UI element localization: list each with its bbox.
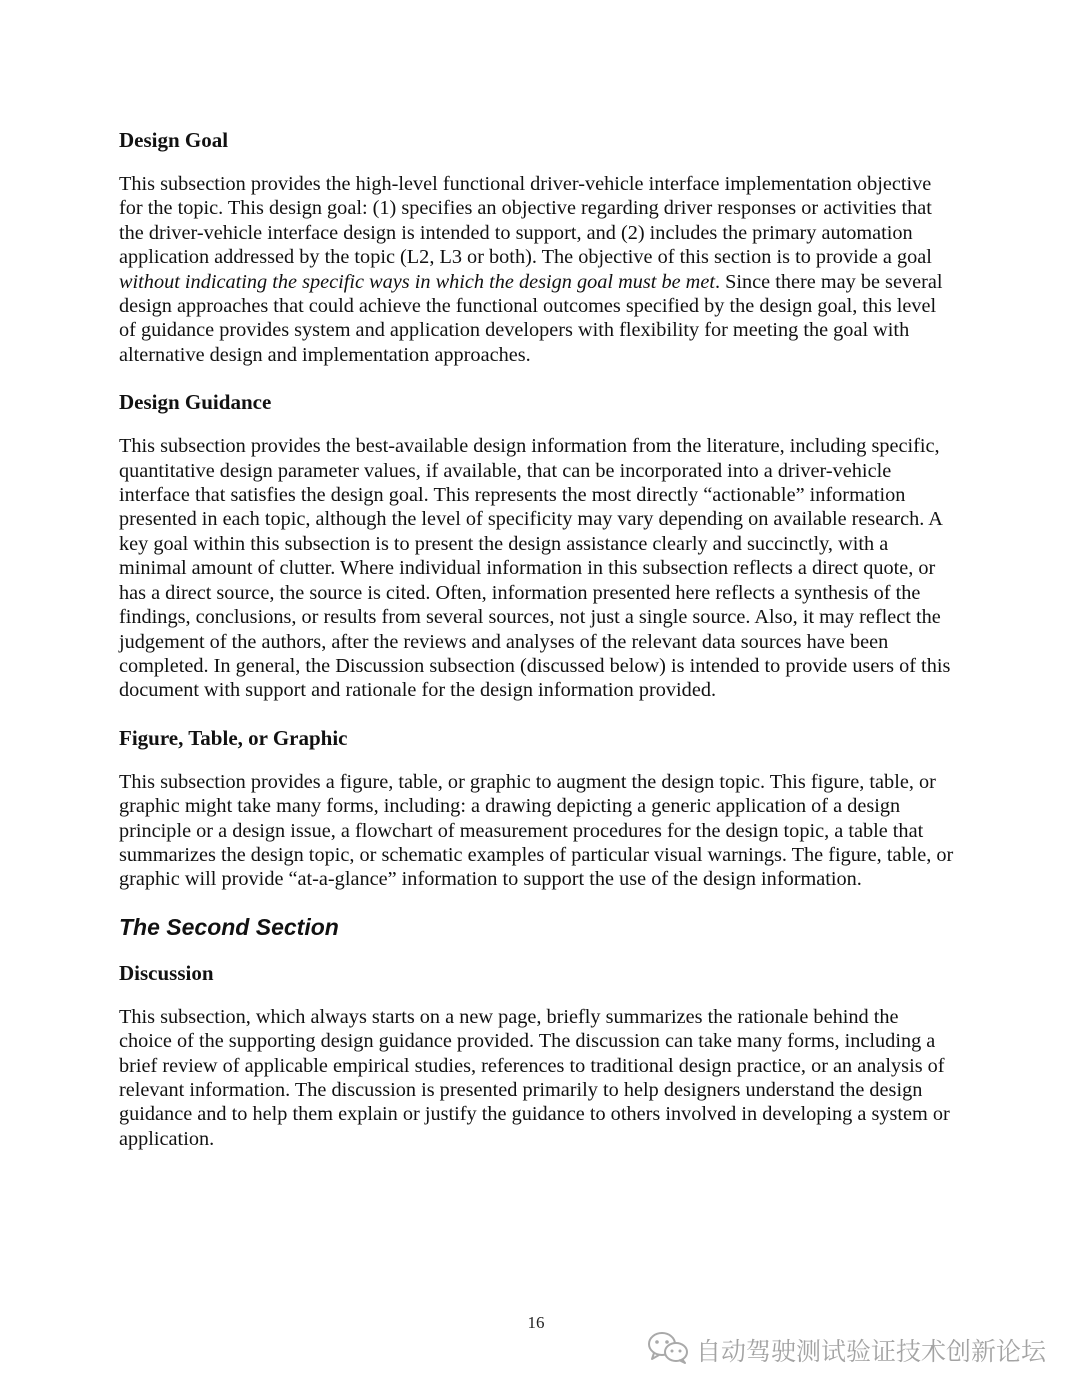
page-content: [119, 126, 954, 1172]
discussion-heading: Discussion: [119, 960, 214, 985]
design-goal-text-end: . Since there may be several design approaches that could achieve the functional outcomes specified by the design goal, this level of guidance provides system and application developers with flexibility for meeting the goal with alternative design and implementation approaches.: [119, 270, 943, 366]
second-section-title: The Second Section: [119, 913, 339, 940]
design-goal-text-start: This subsection provides the high-level functional driver-vehicle interface implementation objective for the topic. This design goal: (1) specifies an objective regarding driver responses or activities that the driver-vehicle interface design is intended to support, and (2) includes the primary automation application addressed by the topic (L2, L3 or both). The objective of this section is to provide a goal: [119, 173, 932, 269]
design-goal-text-italic: without indicating the specific ways in which the design goal must be met: [119, 270, 715, 293]
figure-table-graphic-heading: Figure, Table, or Graphic: [119, 725, 348, 750]
page-number: 16: [527, 1313, 545, 1332]
design-goal-paragraph: [119, 172, 954, 367]
watermark-text: 自动驾驶测试验证技术创新论坛: [695, 1337, 1046, 1366]
design-guidance-heading: Design Guidance: [119, 390, 272, 415]
design-guidance-paragraph: This subsection provides the best-available design information from the literature, including specific, quantitative design parameter values, if available, that can be incorporated into a driver-vehicle interface that satisfies the design goal. This represents the most directly “actionable” information presented in each topic, although the level of specificity may vary depending on available research. A key goal within this subsection is to present the design assistance clearly and succinctly, with a minimal amount of clutter. Where individual information in this subsection reflects a direct quote, or has a direct source, the source is cited. Often, information presented here reflects a synthesis of the findings, conclusions, or results from several sources, not just a single source. Also, it may reflect the judgement of the authors, after the reviews and analyses of the relevant data sources have been completed. In general, the Discussion subsection (discussed below) is intended to provide users of this document with support and rationale for the design information provided.: [119, 435, 951, 702]
watermark: [646, 1330, 1046, 1370]
design-goal-heading: Design Goal: [119, 128, 229, 152]
wechat-icon: [646, 1330, 690, 1370]
figure-table-graphic-paragraph: This subsection provides a figure, table, or graphic to augment the design topic. This figure, table, or graphic might take many forms, including: a drawing depicting a generic application of a design principle or a design issue, a flowchart of measurement procedures for the design topic, a table that summarizes the design topic, or schematic examples of particular visual warnings. The figure, table, or graphic will provide “at-a-glance” information to support the use of the design information.: [119, 770, 954, 891]
discussion-paragraph: This subsection, which always starts on a new page, briefly summarizes the rationale behind the choice of the supporting design guidance provided. The discussion can take many forms, including a brief review of applicable empirical studies, references to traditional design practice, or an analysis of relevant information. The discussion is presented primarily to help designers understand the design guidance and to help them explain or justify the guidance to others involved in developing a system or application.: [119, 1005, 950, 1150]
